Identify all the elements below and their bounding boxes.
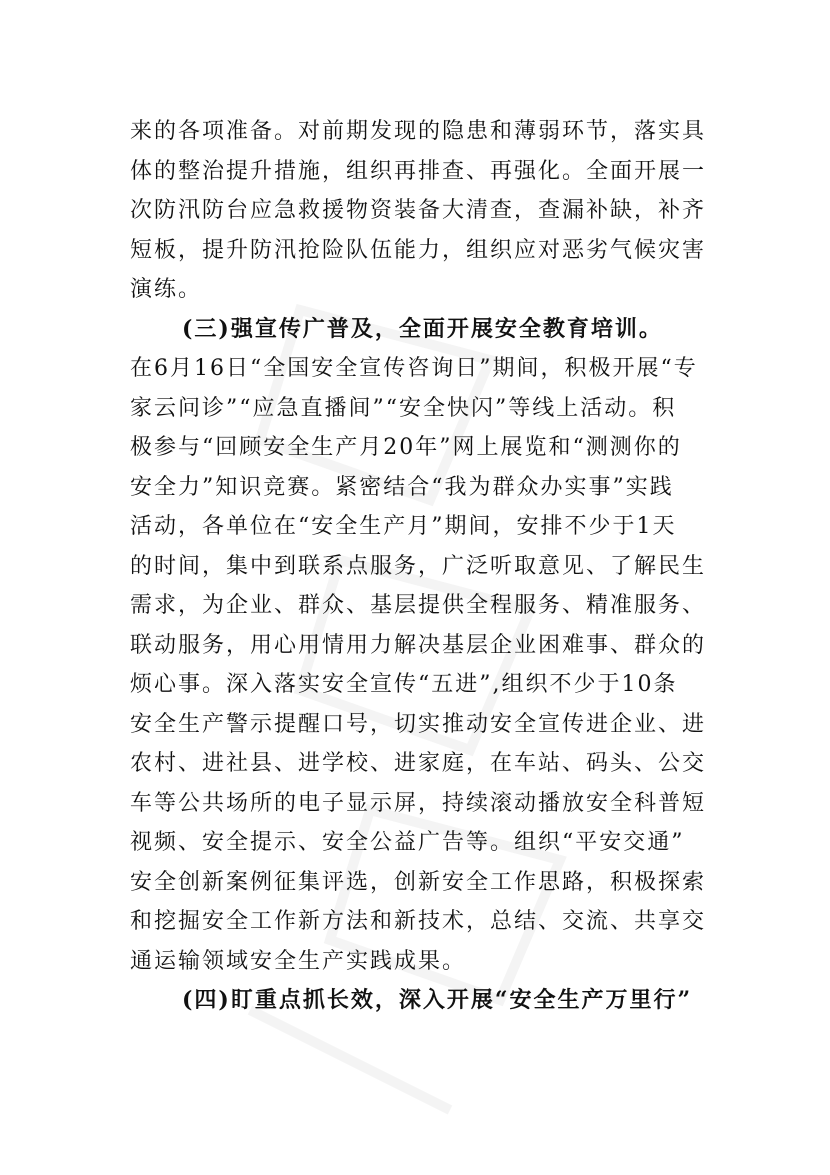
text-line: 体的整治提升措施，组织再排查、再强化。全面开展一 (130, 158, 707, 184)
text-line: 安全生产警示提醒口号，切实推动安全宣传进企业、进 (130, 711, 707, 737)
text-line: 通运输领域安全生产实践成果。 (130, 948, 467, 974)
text-line: 的时间，集中到联系点服务，广泛听取意见、了解民生 (130, 553, 707, 579)
section-heading-3: (三)强宣传广普及，全面开展安全教育培训。 (182, 315, 663, 342)
text-line: 需求，为企业、群众、基层提供全程服务、精准服务、 (130, 593, 707, 618)
section-heading-4: (四)盯重点抓长效，深入开展“安全生产万里行” (182, 987, 693, 1013)
text-line: 短板，提升防汛抢险队伍能力，组织应对恶劣气候灾害 (130, 237, 707, 263)
text-line: 演练。 (130, 277, 203, 302)
text-line: 活动，各单位在“安全生产月”期间，安排不少于1天 (130, 514, 677, 539)
text-line: 农村、进社县、进学校、进家庭，在车站、码头、公交 (130, 751, 707, 776)
text-line: 安全力”知识竞赛。紧密结合“我为群众办实事”实践 (130, 474, 674, 500)
paragraph-safety-education (130, 349, 710, 981)
text-line: 联动服务，用心用情用力解决基层企业困难事、群众的 (130, 632, 707, 658)
text-line: 烦心事。深入落实安全宣传“五进”,组织不少于10条 (130, 672, 678, 697)
text-line: 视频、安全提示、安全公益广告等。组织“平安交通” (130, 830, 685, 855)
document-body (130, 112, 710, 1021)
text-line: 家云问诊”“应急直播间”“安全快闪”等线上活动。积 (130, 395, 677, 421)
text-line: 极参与“回顾安全生产月20年”网上展览和“测测你的 (130, 435, 682, 460)
text-line: 在6月16日“全国安全宣传咨询日”期间，积极开展“专 (130, 356, 698, 381)
text-line: 来的各项准备。对前期发现的隐患和薄弱环节，落实具 (130, 119, 707, 144)
text-line: 和挖掘安全工作新方法和新技术，总结、交流、共享交 (130, 909, 707, 934)
text-line: 车等公共场所的电子显示屏，持续滚动播放安全科普短 (130, 790, 707, 816)
text-line: 安全创新案例征集评选，创新安全工作思路，积极探索 (130, 869, 707, 895)
paragraph-preparations (130, 112, 710, 310)
text-line: 次防汛防台应急救援物资装备大清查，查漏补缺，补齐 (130, 198, 707, 223)
